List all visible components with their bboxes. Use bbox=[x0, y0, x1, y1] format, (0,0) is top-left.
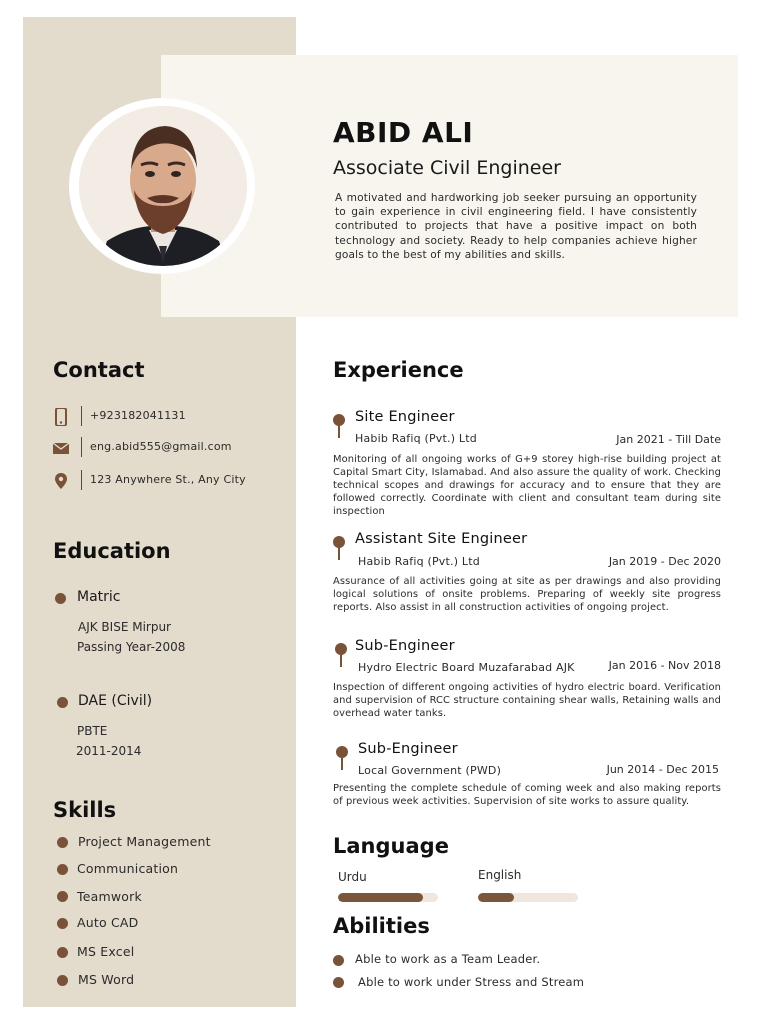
skill-item: MS Excel bbox=[77, 944, 135, 959]
contact-separator bbox=[81, 470, 82, 490]
profile-summary: A motivated and hardworking job seeker pursuing an opportunity to gain experience in civil engineering field. I have consistently contributed to projects that have a positive impact on both technology and society. Ready to help companies achieve higher goals to the best of my abilities and skills. bbox=[335, 192, 697, 261]
experience-company: Hydro Electric Board Muzafarabad AJK bbox=[358, 661, 575, 674]
ability-bullet bbox=[333, 955, 344, 966]
skill-item: Teamwork bbox=[77, 889, 142, 904]
contact-address-row bbox=[52, 470, 292, 492]
experience-description: Monitoring of all ongoing works of G+9 storey high-rise building project at Capital Smart City, Islamabad. And also assure the quality of work. Checking technical scopes and drawings for accuracy and to ensure that they are followed correctly. Coordinate with client and consultant team during site inspection bbox=[333, 454, 721, 517]
contact-phone-row[interactable] bbox=[52, 406, 292, 428]
experience-dates: Jan 2021 - Till Date bbox=[616, 433, 721, 446]
experience-company: Habib Rafiq (Pvt.) Ltd bbox=[358, 555, 480, 568]
experience-company: Local Government (PWD) bbox=[358, 764, 502, 777]
abilities-heading: Abilities bbox=[333, 914, 430, 938]
experience-title: Sub-Engineer bbox=[358, 741, 458, 757]
timeline-pin bbox=[333, 536, 345, 560]
language-level-bar bbox=[338, 893, 438, 902]
skill-bullet bbox=[57, 975, 68, 986]
language-level-bar bbox=[478, 893, 578, 902]
skill-item: Auto CAD bbox=[77, 915, 139, 930]
candidate-name: ABID ALI bbox=[333, 116, 474, 149]
skill-item: Project Management bbox=[78, 834, 211, 849]
skill-bullet bbox=[57, 947, 68, 958]
candidate-title: Associate Civil Engineer bbox=[333, 157, 561, 179]
address: 123 Anywhere St., Any City bbox=[90, 473, 246, 486]
ability-item: Able to work under Stress and Stream bbox=[358, 975, 585, 989]
ability-item: Able to work as a Team Leader. bbox=[355, 952, 541, 966]
language-name: English bbox=[478, 868, 522, 882]
experience-title: Sub-Engineer bbox=[355, 638, 455, 654]
education-year: Passing Year-2008 bbox=[77, 640, 186, 654]
education-bullet bbox=[55, 593, 66, 604]
location-pin-icon bbox=[52, 472, 70, 490]
timeline-pin bbox=[335, 643, 347, 667]
experience-description: Presenting the complete schedule of coming week and also making reports of previous week activities. Supervision of site works to assure quality. bbox=[333, 783, 721, 807]
experience-dates: Jan 2016 - Nov 2018 bbox=[608, 659, 721, 672]
education-year: 2011-2014 bbox=[76, 744, 142, 758]
skill-bullet bbox=[57, 837, 68, 848]
language-level-fill bbox=[478, 893, 514, 902]
email-address[interactable]: eng.abid555@gmail.com bbox=[90, 440, 232, 453]
timeline-pin bbox=[333, 414, 345, 438]
experience-description: Assurance of all activities going at site as per drawings and also providing logical solutions of onsite problems. Preparing of weekly site progress reports. Also assist in all construction activities of ongoing project. bbox=[333, 576, 721, 613]
language-level-fill bbox=[338, 893, 423, 902]
skills-heading: Skills bbox=[53, 798, 117, 822]
contact-separator bbox=[81, 406, 82, 426]
skill-bullet bbox=[57, 864, 68, 875]
education-title: DAE (Civil) bbox=[78, 693, 153, 709]
contact-heading: Contact bbox=[53, 358, 145, 382]
education-bullet bbox=[57, 697, 68, 708]
contact-email-row[interactable] bbox=[52, 437, 292, 459]
contact-separator bbox=[81, 437, 82, 457]
experience-dates: Jan 2019 - Dec 2020 bbox=[608, 555, 721, 568]
education-institution: PBTE bbox=[77, 724, 108, 738]
experience-company: Habib Rafiq (Pvt.) Ltd bbox=[355, 432, 477, 445]
experience-heading: Experience bbox=[333, 358, 464, 382]
experience-description: Inspection of different ongoing activities of hydro electric board. Verification and supervision of RCC structure containing shear walls, Retaining walls and overhead water tanks. bbox=[333, 682, 721, 719]
experience-title: Site Engineer bbox=[355, 409, 455, 425]
education-institution: AJK BISE Mirpur bbox=[78, 620, 171, 634]
language-heading: Language bbox=[333, 834, 449, 858]
phone-icon bbox=[52, 408, 70, 426]
mail-icon bbox=[52, 439, 70, 457]
education-heading: Education bbox=[53, 539, 171, 563]
skill-item: MS Word bbox=[78, 972, 135, 987]
education-title: Matric bbox=[77, 589, 121, 605]
language-name: Urdu bbox=[338, 870, 367, 884]
skill-bullet bbox=[57, 918, 68, 929]
experience-dates: Jun 2014 - Dec 2015 bbox=[606, 763, 719, 776]
phone-number[interactable]: +923182041131 bbox=[90, 409, 186, 422]
skill-item: Communication bbox=[77, 861, 179, 876]
timeline-pin bbox=[336, 746, 348, 770]
skill-bullet bbox=[57, 891, 68, 902]
profile-photo bbox=[79, 106, 247, 266]
ability-bullet bbox=[333, 977, 344, 988]
experience-title: Assistant Site Engineer bbox=[355, 531, 528, 547]
